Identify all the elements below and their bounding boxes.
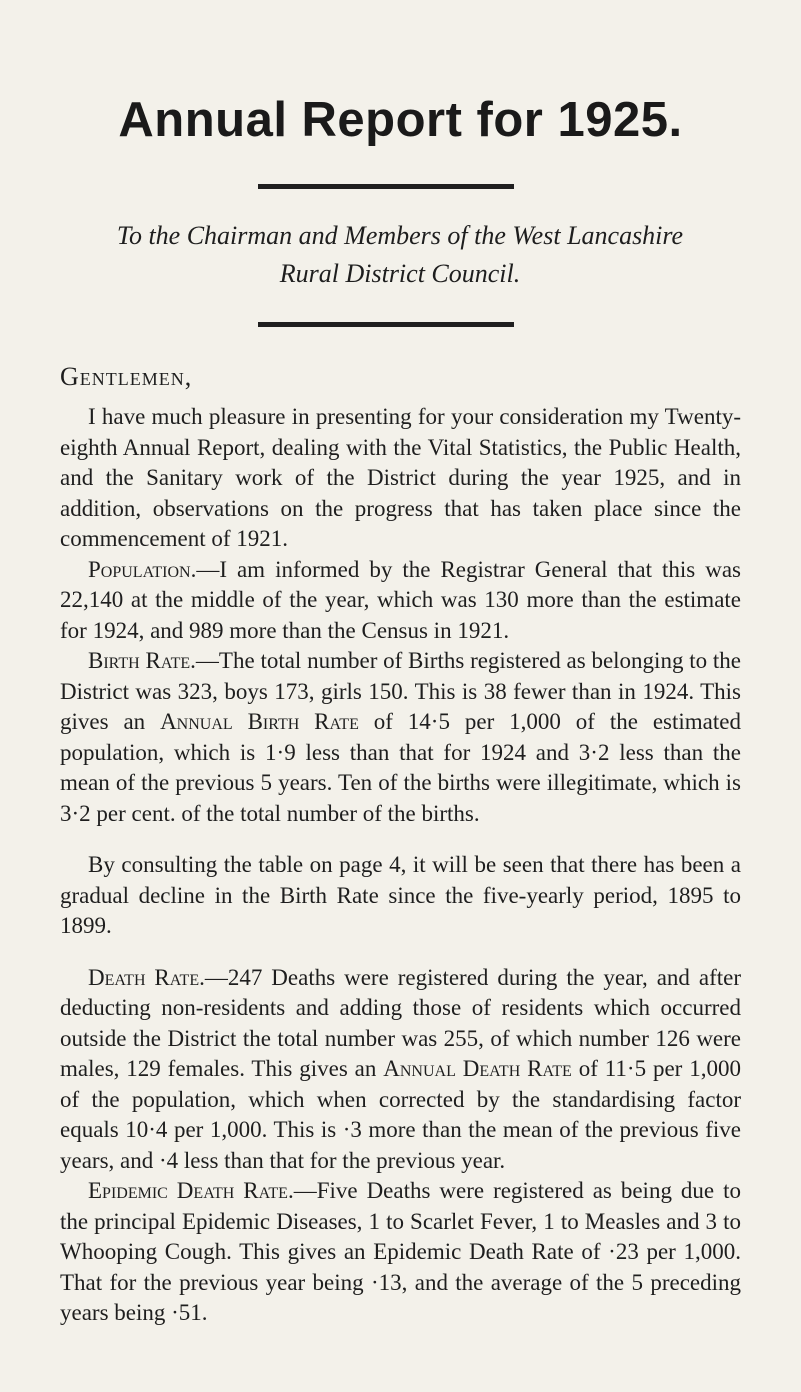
population-heading: Population. bbox=[88, 556, 197, 582]
population-text: —I am informed by the Registrar General that this was 22,140 at the middle of the year, which was 130 more than the estimate for 1924, and 989 more than the Census in 1921. bbox=[60, 556, 741, 643]
population-paragraph bbox=[60, 555, 741, 647]
annual-birth-rate-term: Annual Birth Rate bbox=[160, 709, 359, 734]
birth-rate-text-1: —The total number of Births registered as belonging to the District was 323, boys 173, girls 150. This is 38 fewer than in 1924. This gives an bbox=[60, 648, 741, 734]
birth-rate-paragraph bbox=[60, 646, 741, 829]
salutation: Gentlemen, bbox=[60, 362, 193, 391]
annual-death-rate-term: Annual Death Rate bbox=[383, 1056, 572, 1081]
page-title: Annual Report for 1925. bbox=[118, 93, 683, 147]
consulting-paragraph: By consulting the table on page 4, it will be seen that there has been a gradual decline in the Birth Rate since the five-yearly period, 1895 to 1899. bbox=[60, 852, 741, 938]
death-rate-paragraph bbox=[60, 963, 741, 1177]
epidemic-heading: Epidemic Death Rate. bbox=[88, 1178, 294, 1203]
death-rate-heading: Death Rate. bbox=[88, 964, 205, 990]
address-line-1: To the Chairman and Members of the West Lancashire bbox=[116, 221, 684, 250]
title-rule bbox=[258, 184, 514, 189]
death-rate-text-1: —247 Deaths were registered during the year, and after deducting non-residents and adding those of residents which occurred outside the District the total number was 255, of which number 126 were males, 129 females. This gives an bbox=[60, 964, 741, 1081]
epidemic-text: —Five Deaths were registered as being due to the principal Epidemic Diseases, 1 to Scarlet Fever, 1 to Measles and 3 to Whooping Cough. This gives an Epidemic Death Rate of ·23 per 1,000. That for the previous year being ·13, and the average of the 5 preceding years being ·51. bbox=[60, 1178, 741, 1325]
birth-rate-text-2: of 14·5 per 1,000 of the estimated population, which is 1·9 less than that for 1924 and 3·2 less than the mean of the previous 5 years. Ten of the births were illegitimate, which is 3·2 per cent. of the total number of the births. bbox=[60, 709, 741, 826]
birth-rate-heading: Birth Rate. bbox=[88, 648, 196, 673]
address-block bbox=[60, 217, 740, 293]
address-line-2: Rural District Council. bbox=[279, 259, 521, 288]
epidemic-paragraph bbox=[60, 1176, 741, 1329]
address-rule bbox=[258, 322, 514, 327]
report-body bbox=[60, 402, 741, 1329]
intro-paragraph: I have much pleasure in presenting for your consideration my Twenty-eighth Annual Report, dealing with the Vital Statistics, the Public Health, and the Sanitary work of the District during the year 1925, and in addition, observations on the progress that has taken place since the commencement of 1921. bbox=[60, 404, 741, 551]
death-rate-text-2: of 11·5 per 1,000 of the population, which when corrected by the standardising factor equals 10·4 per 1,000. This is ·3 more than the mean of the previous five years, and ·4 less than that for the previous year. bbox=[60, 1056, 741, 1173]
